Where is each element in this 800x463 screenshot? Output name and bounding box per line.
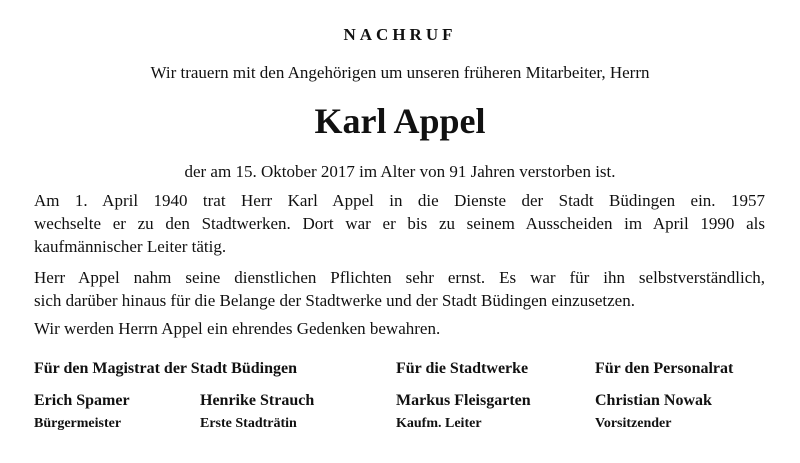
death-line: der am 15. Oktober 2017 im Alter von 91 Jahren verstorben ist. [184, 162, 616, 181]
intro-line: Wir trauern mit den Angehörigen um unseren früheren Mitarbeiter, Herrn [150, 63, 650, 82]
duty-line-1: Herr Appel nahm seine dienstlichen Pflichten sehr ernst. Es war für ihn selbstverständlich, [34, 268, 765, 287]
deceased-name: Karl Appel [314, 101, 486, 141]
signatory-name: Henrike Strauch [200, 392, 315, 409]
signatory-role: Erste Stadträtin [200, 416, 297, 431]
notice-heading: NACHRUF [343, 25, 457, 44]
career-line-1: Am 1. April 1940 trat Herr Karl Appel in die Dienste der Stadt Büdingen ein. 1957 [34, 191, 765, 210]
signatory-role: Vorsitzender [595, 416, 672, 431]
career-line-3: kaufmännischer Leiter tätig. [34, 237, 227, 256]
signatory-role: Bürgermeister [34, 416, 122, 431]
org-magistrat: Für den Magistrat der Stadt Büdingen [34, 360, 297, 377]
duty-line-2: sich darüber hinaus für die Belange der Stadtwerke und der Stadt Büdingen einzusetzen. [34, 291, 635, 310]
career-line-2: wechselte er zu den Stadtwerken. Dort war er bis zu seinem Ausscheiden im April 1990 als [34, 214, 765, 233]
org-stadtwerke: Für die Stadtwerke [396, 360, 529, 377]
signatory-role: Kaufm. Leiter [396, 416, 482, 431]
signatory-name: Christian Nowak [595, 392, 712, 409]
signatory-name: Erich Spamer [34, 392, 130, 409]
career-paragraph [34, 189, 765, 258]
duty-paragraph [34, 266, 765, 312]
remembrance-line: Wir werden Herrn Appel ein ehrendes Gedenken bewahren. [34, 319, 441, 338]
signatory-name: Markus Fleisgarten [396, 392, 531, 409]
org-personalrat: Für den Personalrat [595, 360, 734, 377]
remembrance-paragraph [34, 317, 765, 340]
